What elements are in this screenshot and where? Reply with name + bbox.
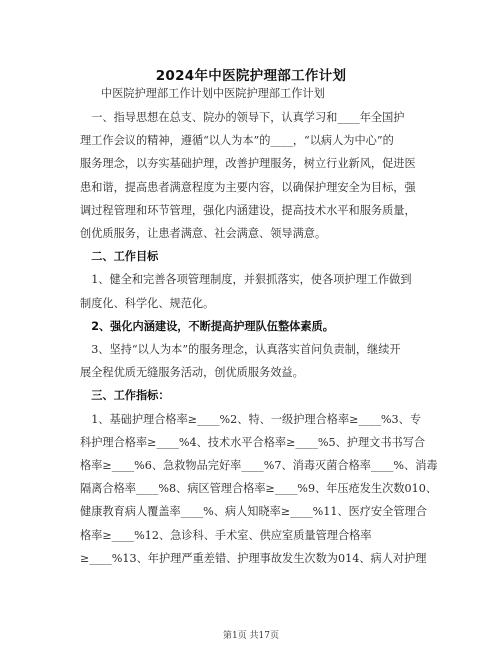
paragraph-line: ≥____%13、年护理严重差错、护理事故发生次数为014、病人对护理 xyxy=(80,551,427,565)
paragraph-line: 调过程管理和环节管理，强化内涵建设，提高技术水平和服务质量， xyxy=(80,203,416,217)
paragraph-line: 格率≥____%6、急救物品完好率____%7、消毒灭菌合格率____%、消毒 xyxy=(80,459,438,472)
paragraph-line: 展全程优质无缝服务活动，创优质服务效益。 xyxy=(80,366,304,380)
section-heading: 三、工作指标： xyxy=(80,389,170,403)
paragraph-line: 健康教育病人覆盖率____%、病人知晓率≥____%11、医疗安全管理合 xyxy=(80,505,427,519)
paragraph-line: 3、坚持“以人为本”的服务理念，认真落实首问负责制，继续开 xyxy=(80,343,401,356)
section-heading: 2、强化内涵建设，不断提高护理队伍整体素质。 xyxy=(80,319,334,333)
document-title: 2024年中医院护理部工作计划 xyxy=(155,68,347,84)
paragraph-line: 科护理合格率≥____%4、技术水平合格率≥____%5、护理文书书写合 xyxy=(80,435,426,449)
paragraph-line: 格率≥____%12、急诊科、手术室、供应室质量管理合格率 xyxy=(80,528,372,542)
paragraph-line: 一、指导思想在总支、院办的领导下，认真学习和____年全国护 xyxy=(80,111,405,124)
section-heading: 二、工作目标 xyxy=(80,250,159,264)
paragraph-line: 服务理念，以夯实基础护理，改善护理服务，树立行业新风，促进医 xyxy=(80,157,416,171)
subtitle-line: 中医院护理部工作计划中医院护理部工作计划 xyxy=(101,87,325,100)
paragraph-line: 患和谐，提高患者满意程度为主要内容，以确保护理安全为目标，强 xyxy=(80,180,416,194)
paragraph-line: 1、基础护理合格率≥____%2、特、一级护理合格率≥____%3、专 xyxy=(80,412,422,426)
paragraph-line: 理工作会议的精神，遵循“以人为本”的____，“以病人为中心”的 xyxy=(80,134,394,148)
paragraph-line: 制度化、科学化、规范化。 xyxy=(80,296,215,310)
paragraph-line: 1、健全和完善各项管理制度，并狠抓落实，使各项护理工作做到 xyxy=(80,273,412,287)
page-footer: 第1页 共17页 xyxy=(222,631,280,641)
paragraph-line: 隔离合格率____%8、病区管理合格率≥____%9、年压疮发生次数010、 xyxy=(80,482,438,496)
paragraph-line: 创优质服务，让患者满意、社会满意、领导满意。 xyxy=(80,227,327,240)
